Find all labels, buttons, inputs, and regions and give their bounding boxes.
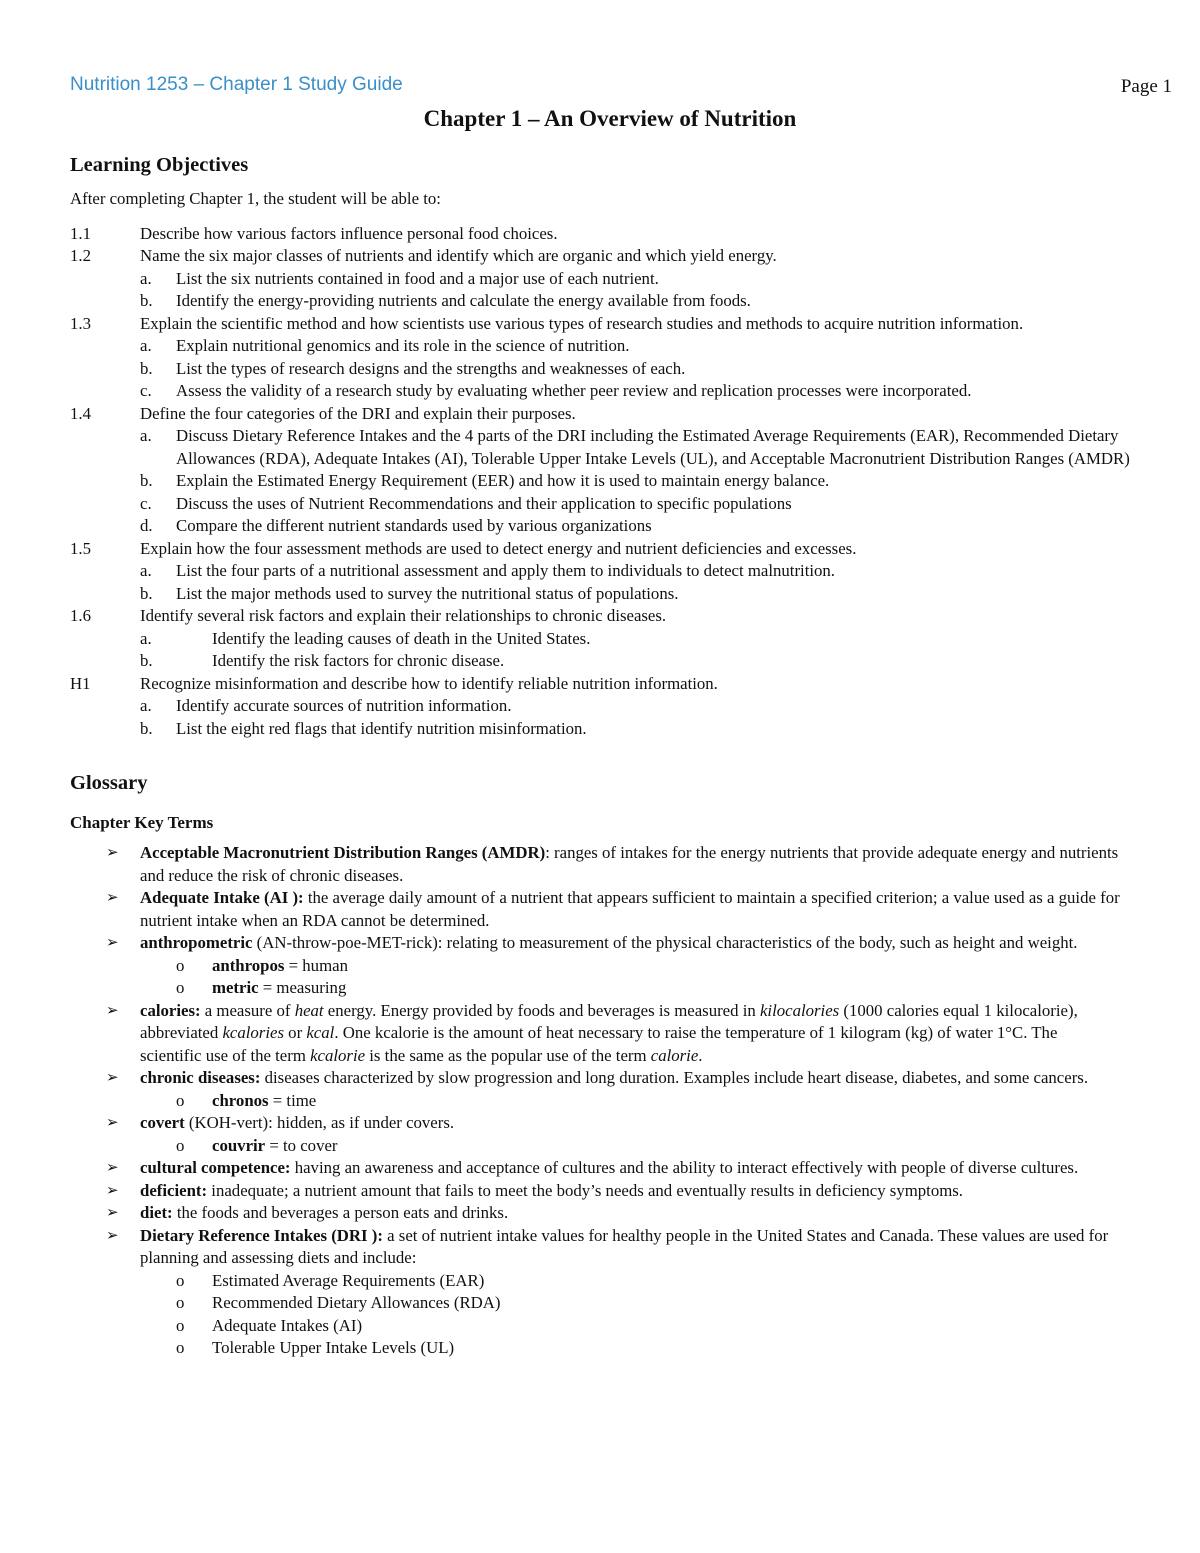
objective-text: Describe how various factors influence personal food choices. — [140, 223, 558, 243]
objective-number: 1.3 — [70, 313, 91, 333]
subitem-letter: b. — [140, 358, 153, 378]
etymology-item — [70, 977, 1150, 1000]
term-name: cultural competence: — [140, 1158, 291, 1177]
objective-subitem — [140, 380, 1150, 403]
objective-subitem — [140, 358, 1150, 381]
circle-bullet-icon: o — [176, 1315, 185, 1335]
objective-subitem — [140, 560, 1150, 583]
objective-subitem — [140, 425, 1150, 470]
subitem-text: List the eight red flags that identify nutrition misinformation. — [176, 718, 587, 738]
objective-subitem — [140, 493, 1150, 516]
glossary-term — [70, 1225, 1150, 1270]
term-entry — [140, 1225, 1150, 1270]
definition-text: . One kcalorie is the amount of heat necessary to raise the temperature of 1 kilogram (kg) of water 1°C. The scientific use of the term — [140, 1023, 1058, 1065]
term-name: Dietary Reference Intakes (DRI ): — [140, 1225, 383, 1245]
circle-bullet-icon: o — [176, 1270, 185, 1290]
page-content — [70, 100, 1150, 1360]
term-definition: inadequate; a nutrient amount that fails to meet the body’s needs and eventually results in deficiency symptoms. — [207, 1180, 964, 1200]
subitem-text: List the four parts of a nutritional assessment and apply them to individuals to detect malnutrition. — [176, 561, 835, 580]
objective-number: H1 — [70, 673, 91, 693]
subitem-letter: b. — [140, 718, 153, 738]
objective-number: 1.5 — [70, 538, 91, 558]
arrow-bullet-icon: ➢ — [106, 1182, 119, 1199]
term-name: calories: — [140, 1000, 201, 1020]
objective-item — [70, 403, 1150, 426]
dri-component-item — [70, 1292, 1150, 1315]
objective-number: 1.4 — [70, 403, 91, 423]
root-meaning: = measuring — [258, 978, 347, 997]
circle-bullet-icon: o — [176, 978, 185, 997]
subitem-letter: a. — [140, 336, 152, 355]
term-entry — [140, 842, 1150, 887]
subitem-text: Discuss the uses of Nutrient Recommendations and their application to specific populations — [176, 493, 792, 513]
root-word: chronos — [212, 1090, 269, 1110]
term-definition: having an awareness and acceptance of cultures and the ability to interact effectively with people of diverse cultures. — [290, 1158, 1079, 1177]
etymology-text — [212, 977, 346, 1000]
term-name: Acceptable Macronutrient Distribution Ranges (AMDR) — [140, 843, 546, 862]
root-meaning: = time — [268, 1090, 317, 1110]
subitem-text: Discuss Dietary Reference Intakes and the 4 parts of the DRI including the Estimated Average Requirements (EAR), Recommended Dietary Allowances (RDA), Adequate Intakes (AI), Tolerable Upper Intake Levels (UL), and Acceptable Macronutrient Distribution Ranges (AMDR) — [176, 426, 1130, 468]
objective-number: 1.1 — [70, 223, 91, 243]
arrow-bullet-icon: ➢ — [106, 1205, 119, 1221]
term-definition: (KOH-vert): hidden, as if under covers. — [184, 1113, 455, 1132]
arrow-bullet-icon: ➢ — [106, 1160, 119, 1176]
arrow-bullet-icon: ➢ — [106, 1115, 119, 1131]
term-entry — [140, 1000, 1150, 1068]
term-name: Adequate Intake (AI ): — [140, 888, 304, 907]
term-entry — [140, 1112, 1150, 1135]
objective-item — [70, 673, 1150, 696]
objective-text: Identify several risk factors and explain their relationships to chronic diseases. — [140, 606, 667, 625]
dri-component-text: Adequate Intakes (AI) — [212, 1315, 363, 1335]
italic-term: kcalorie — [310, 1045, 366, 1065]
objective-text: Recognize misinformation and describe how to identify reliable nutrition information. — [140, 673, 718, 693]
term-definition: the average daily amount of a nutrient that appears sufficient to maintain a specified criterion; a value used as a guide for nutrient intake when an RDA cannot be determined. — [140, 888, 1120, 930]
root-word: metric — [212, 978, 259, 997]
etymology-text — [212, 1090, 316, 1113]
objective-item — [70, 538, 1150, 561]
arrow-bullet-icon: ➢ — [106, 845, 119, 861]
objective-item — [70, 245, 1150, 268]
subitem-letter: b. — [140, 583, 153, 603]
italic-term: kcal — [306, 1023, 335, 1042]
subitem-text: Identify the risk factors for chronic disease. — [212, 651, 505, 670]
objective-text: Define the four categories of the DRI and explain their purposes. — [140, 403, 576, 423]
glossary-terms-list — [70, 842, 1150, 1360]
term-name: deficient: — [140, 1180, 208, 1200]
term-entry — [140, 932, 1150, 955]
dri-component-item — [70, 1270, 1150, 1293]
root-word: anthropos — [212, 955, 285, 975]
circle-bullet-icon: o — [176, 1135, 185, 1155]
glossary-term — [70, 1202, 1150, 1225]
objective-subitem — [140, 695, 1150, 718]
term-entry — [140, 887, 1150, 932]
learning-intro: After completing Chapter 1, the student will be able to: — [70, 189, 441, 208]
page-title: Chapter 1 – An Overview of Nutrition — [423, 106, 797, 131]
objective-subitem — [140, 628, 1150, 651]
glossary-term — [70, 1180, 1150, 1203]
definition-text: (1000 calories equal 1 kilocalorie), abbreviated — [140, 1000, 1078, 1042]
term-definition: : ranges of intakes for the energy nutrients that provide adequate energy and nutrients and reduce the risk of chronic diseases. — [140, 843, 1119, 885]
objective-item — [70, 313, 1150, 336]
circle-bullet-icon: o — [176, 1338, 185, 1357]
root-meaning: = to cover — [265, 1135, 338, 1155]
definition-text: . — [698, 1045, 703, 1065]
subitem-text: Explain nutritional genomics and its role in the science of nutrition. — [176, 336, 630, 355]
term-definition: the foods and beverages a person eats and drinks. — [172, 1203, 509, 1222]
definition-text: energy. Energy provided by foods and beverages is measured in — [323, 1000, 760, 1020]
term-name: chronic diseases: — [140, 1068, 261, 1087]
subitem-letter: b. — [140, 471, 153, 490]
objective-number: 1.6 — [70, 606, 91, 625]
subitem-text: List the types of research designs and the strengths and weaknesses of each. — [176, 358, 686, 378]
term-name: covert — [140, 1113, 185, 1132]
italic-term: kcalories — [222, 1023, 284, 1042]
objective-number: 1.2 — [70, 246, 91, 265]
objectives-list — [70, 223, 1150, 741]
term-entry — [140, 1157, 1150, 1180]
objective-item — [70, 605, 1150, 628]
circle-bullet-icon: o — [176, 1293, 185, 1312]
arrow-bullet-icon: ➢ — [106, 935, 119, 951]
objective-text: Explain how the four assessment methods are used to detect energy and nutrient deficiencies and excesses. — [140, 538, 857, 558]
objective-text: Explain the scientific method and how scientists use various types of research studies and methods to acquire nutrition information. — [140, 313, 1024, 333]
glossary-term — [70, 1067, 1150, 1090]
term-definition: a set of nutrient intake values for healthy people in the United States and Canada. These values are used for planning and assessing diets and include: — [140, 1225, 1109, 1267]
subitem-letter: a. — [140, 268, 152, 288]
objective-subitem — [140, 335, 1150, 358]
root-meaning: = human — [284, 955, 348, 975]
etymology-item — [70, 1135, 1150, 1158]
subitem-text: List the major methods used to survey the nutritional status of populations. — [176, 583, 679, 603]
objective-subitem — [140, 290, 1150, 313]
arrow-bullet-icon: ➢ — [106, 1002, 119, 1019]
arrow-bullet-icon: ➢ — [106, 890, 119, 906]
glossary-term — [70, 887, 1150, 932]
dri-component-text: Recommended Dietary Allowances (RDA) — [212, 1293, 501, 1312]
objective-subitem — [140, 470, 1150, 493]
etymology-item — [70, 955, 1150, 978]
subitem-letter: b. — [140, 651, 153, 670]
term-entry — [140, 1067, 1150, 1090]
objective-text: Name the six major classes of nutrients and identify which are organic and which yield energy. — [140, 246, 777, 265]
italic-term: kilocalories — [759, 1000, 840, 1020]
term-name: diet: — [140, 1203, 173, 1222]
italic-term: heat — [294, 1000, 324, 1020]
subitem-text: Identify accurate sources of nutrition information. — [176, 696, 512, 715]
objective-subitem — [140, 515, 1150, 538]
glossary-heading: Glossary — [70, 772, 148, 794]
subitem-letter: a. — [140, 561, 152, 580]
objective-item — [70, 223, 1150, 246]
learning-objectives-heading: Learning Objectives — [70, 154, 249, 176]
root-word: couvrir — [212, 1135, 266, 1155]
subitem-text: Compare the different nutrient standards used by various organizations — [176, 516, 652, 535]
subitem-letter: c. — [140, 381, 152, 400]
arrow-bullet-icon: ➢ — [106, 1070, 119, 1086]
etymology-item — [70, 1090, 1150, 1113]
objective-subitem — [140, 268, 1150, 291]
italic-term: calorie — [650, 1045, 699, 1065]
subitem-text: Assess the validity of a research study by evaluating whether peer review and replication processes were incorporated. — [176, 381, 972, 400]
subitem-text: Identify the energy-providing nutrients and calculate the energy available from foods. — [176, 291, 751, 310]
subitem-letter: d. — [140, 516, 153, 535]
dri-component-text: Estimated Average Requirements (EAR) — [212, 1270, 485, 1290]
dri-component-item — [70, 1315, 1150, 1338]
etymology-text — [212, 1135, 338, 1158]
glossary-term — [70, 1157, 1150, 1180]
subitem-letter: a. — [140, 696, 152, 715]
key-terms-heading: Chapter Key Terms — [70, 813, 214, 832]
term-entry — [140, 1202, 1150, 1225]
subitem-letter: c. — [140, 493, 152, 513]
etymology-text — [212, 955, 348, 978]
glossary-term — [70, 842, 1150, 887]
circle-bullet-icon: o — [176, 1090, 185, 1110]
dri-component-text: Tolerable Upper Intake Levels (UL) — [212, 1338, 455, 1357]
dri-component-item — [70, 1337, 1150, 1360]
subitem-letter: a. — [140, 628, 152, 648]
definition-text: is the same as the popular use of the term — [365, 1045, 651, 1065]
arrow-bullet-icon: ➢ — [106, 1227, 119, 1244]
term-name: anthropometric — [140, 933, 253, 952]
page-number: Page 1 — [1120, 76, 1172, 97]
subitem-text: List the six nutrients contained in food and a major use of each nutrient. — [176, 268, 659, 288]
running-header: Nutrition 1253 – Chapter 1 Study Guide — [70, 74, 403, 95]
circle-bullet-icon: o — [176, 955, 185, 975]
objective-subitem — [140, 583, 1150, 606]
definition-text: or — [283, 1023, 307, 1042]
term-definition: diseases characterized by slow progression and long duration. Examples include heart disease, diabetes, and some cancers. — [260, 1068, 1089, 1087]
subitem-text: Explain the Estimated Energy Requirement (EER) and how it is used to maintain energy balance. — [176, 471, 830, 490]
objective-subitem — [140, 650, 1150, 673]
glossary-term — [70, 932, 1150, 955]
subitem-text: Identify the leading causes of death in the United States. — [212, 628, 591, 648]
term-entry — [140, 1180, 1150, 1203]
term-definition: (AN-throw-poe-MET-rick): relating to measurement of the physical characteristics of the body, such as height and weight. — [252, 933, 1078, 952]
subitem-letter: b. — [140, 291, 153, 310]
definition-text: a measure of — [200, 1000, 295, 1020]
subitem-letter: a. — [140, 426, 152, 445]
objective-subitem — [140, 718, 1150, 741]
glossary-term — [70, 1112, 1150, 1135]
glossary-term — [70, 1000, 1150, 1068]
